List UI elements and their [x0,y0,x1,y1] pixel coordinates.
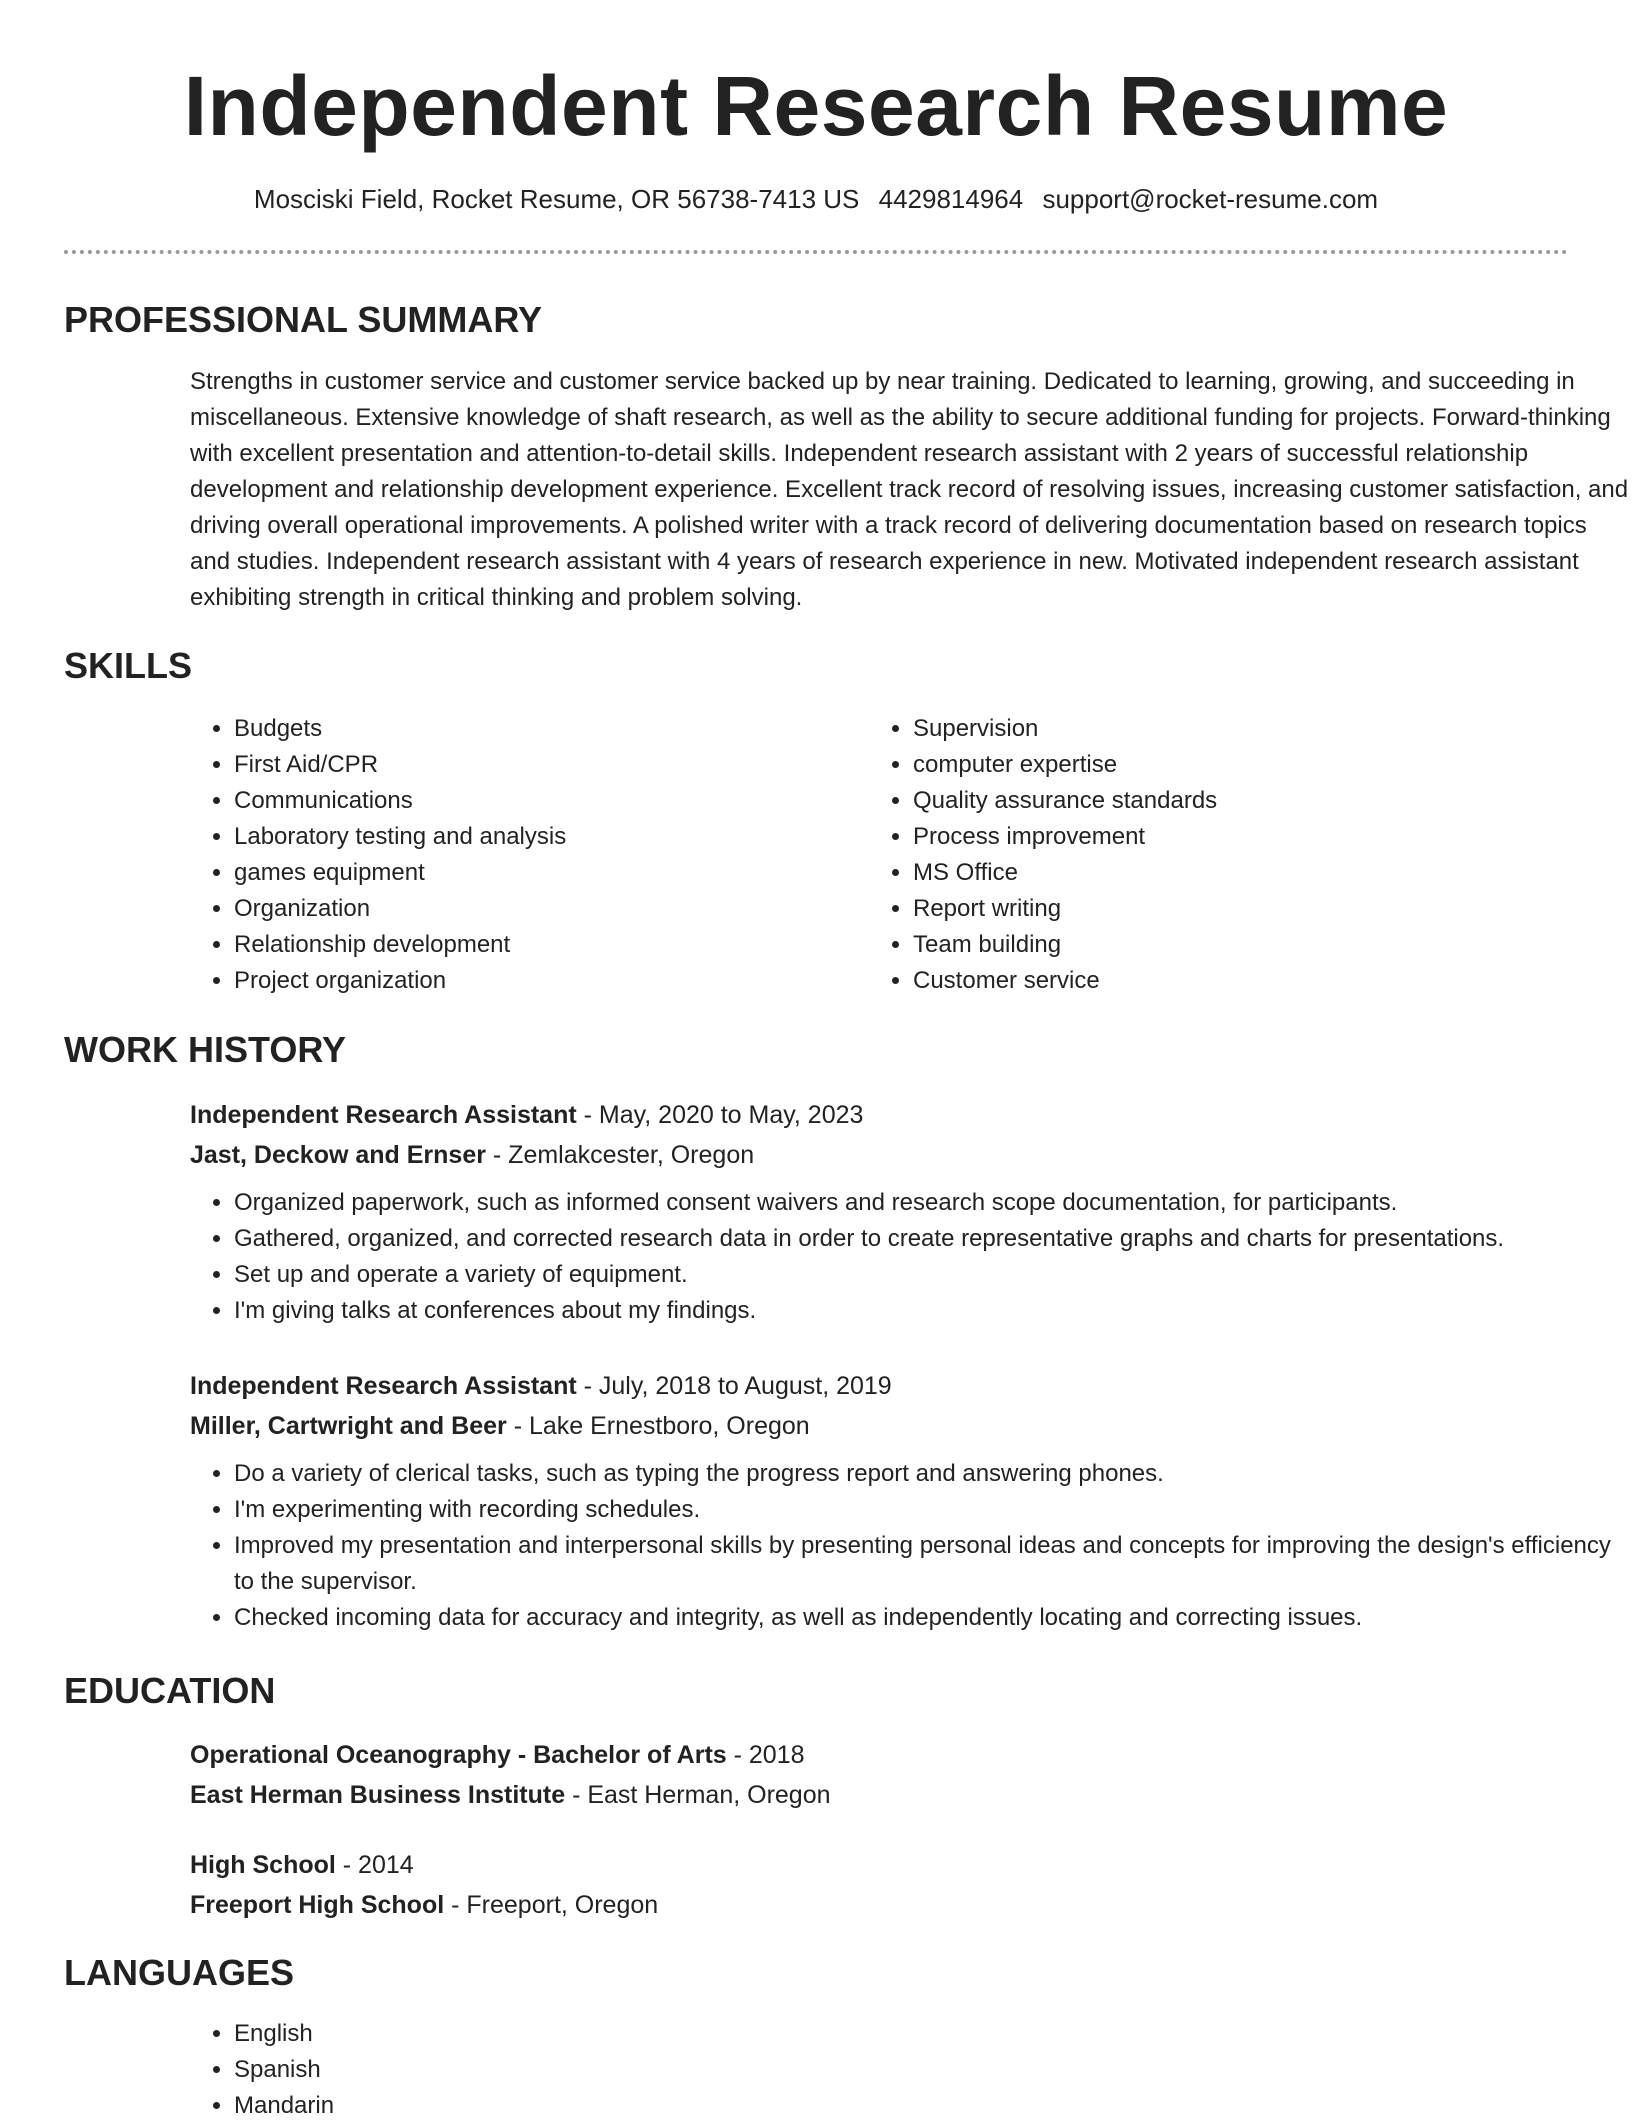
language-item: • Spanish [234,2052,334,2088]
languages-heading: LANGUAGES [64,1952,295,1993]
job-title: Independent Research Assistant [190,1372,577,1400]
skills-list-right [869,711,1217,999]
skill-item: • Customer service [913,963,1217,999]
job-location: - Zemlakcester, Oregon [485,1141,755,1169]
summary-text: Strengths in customer service and customer service backed up by near training. Dedicated to learning, growing, and succeeding in miscellaneous. Extensive knowledge of shaft research, as well as the ability to secure additional funding for projects. Forward-thinking with excellent presentation and attention-to-detail skills. Independent research assistant with 2 years of successful relationship development and relationship development experience. Excellent track record of resolving issues, increasing customer satisfaction, and driving overall operational improvements. A polished writer with a track record of delivering documentation based on research topics and studies. Independent research assistant with 4 years of research experience in new. Motivated independent research assistant exhibiting strength in critical thinking and problem solving. [190,368,1629,611]
job-duty: • Organized paperwork, such as informed consent waivers and research scope documentation, for participants. [234,1185,1630,1221]
contact-address: Mosciski Field, Rocket Resume, OR 56738-7413 US [253,184,860,214]
job-title: Independent Research Assistant [190,1101,577,1129]
skill-item: • Organization [234,891,566,927]
resume-title: Independent Research Resume [183,59,1449,153]
education-degree-line [190,1735,1630,1775]
education-year: - 2018 [726,1741,805,1769]
job-duty: • Checked incoming data for accuracy and integrity, as well as independently locating and correcting issues. [234,1600,1630,1636]
languages-list-wrapper [190,2016,334,2124]
summary-heading: PROFESSIONAL SUMMARY [64,299,543,340]
education-degree-line [190,1845,1630,1885]
job-duties [190,1185,1630,1329]
job-title-line [190,1095,1630,1135]
skill-item: • computer expertise [913,747,1217,783]
languages-list [190,2016,334,2124]
job-title-line [190,1366,1630,1406]
skill-item: • Relationship development [234,927,566,963]
job-dates: - July, 2018 to August, 2019 [576,1372,892,1400]
language-item: • English [234,2016,334,2052]
skill-item: • Supervision [913,711,1217,747]
job-duty: • Gathered, organized, and corrected research data in order to create representative graphs and charts for presentations. [234,1221,1630,1257]
skill-item: • Report writing [913,891,1217,927]
education-degree: Operational Oceanography - Bachelor of Arts [190,1741,727,1769]
skills-right-column [869,711,1217,999]
header-divider [64,250,1568,254]
job-entry [190,1095,1630,1329]
job-dates: - May, 2020 to May, 2023 [576,1101,864,1129]
job-company: Jast, Deckow and Ernser [190,1141,486,1169]
job-duty: • Improved my presentation and interpersonal skills by presenting personal ideas and concepts for improving the design's efficiency to the supervisor. [234,1528,1630,1600]
job-duty: • I'm experimenting with recording schedules. [234,1492,1630,1528]
job-entry [190,1366,1630,1636]
job-duty: • I'm giving talks at conferences about my findings. [234,1293,1630,1329]
skill-item: • Process improvement [913,819,1217,855]
job-duty: • Do a variety of clerical tasks, such as typing the progress report and answering phones. [234,1456,1630,1492]
job-duties [190,1456,1630,1636]
education-degree: High School [190,1851,336,1879]
language-item: • Mandarin [234,2088,334,2124]
skills-list-left [190,711,566,999]
skill-item: • games equipment [234,855,566,891]
job-company-line [190,1406,1630,1446]
skill-item: • Team building [913,927,1217,963]
skill-item: • First Aid/CPR [234,747,566,783]
education-year: - 2014 [335,1851,414,1879]
education-school: East Herman Business Institute [190,1781,566,1809]
skills-heading: SKILLS [64,645,193,686]
contact-phone: 4429814964 [878,184,1024,214]
skill-item: • MS Office [913,855,1217,891]
education-entry [190,1845,1630,1925]
job-company-line [190,1135,1630,1175]
skill-item: • Communications [234,783,566,819]
skill-item: • Quality assurance standards [913,783,1217,819]
skills-left-column [190,711,566,999]
education-school-line [190,1775,1630,1815]
work-history-heading: WORK HISTORY [64,1029,347,1070]
contact-email[interactable]: support@rocket-resume.com [1042,184,1379,214]
job-duty: • Set up and operate a variety of equipment. [234,1257,1630,1293]
education-school: Freeport High School [190,1891,445,1919]
education-school-line [190,1885,1630,1925]
education-heading: EDUCATION [64,1670,276,1711]
skill-item: • Budgets [234,711,566,747]
skill-item: • Project organization [234,963,566,999]
education-entry [190,1735,1630,1815]
education-location: - East Herman, Oregon [565,1781,831,1809]
job-company: Miller, Cartwright and Beer [190,1412,507,1440]
skill-item: • Laboratory testing and analysis [234,819,566,855]
education-location: - Freeport, Oregon [444,1891,659,1919]
job-location: - Lake Ernestboro, Oregon [506,1412,810,1440]
contact-line [64,181,1568,217]
